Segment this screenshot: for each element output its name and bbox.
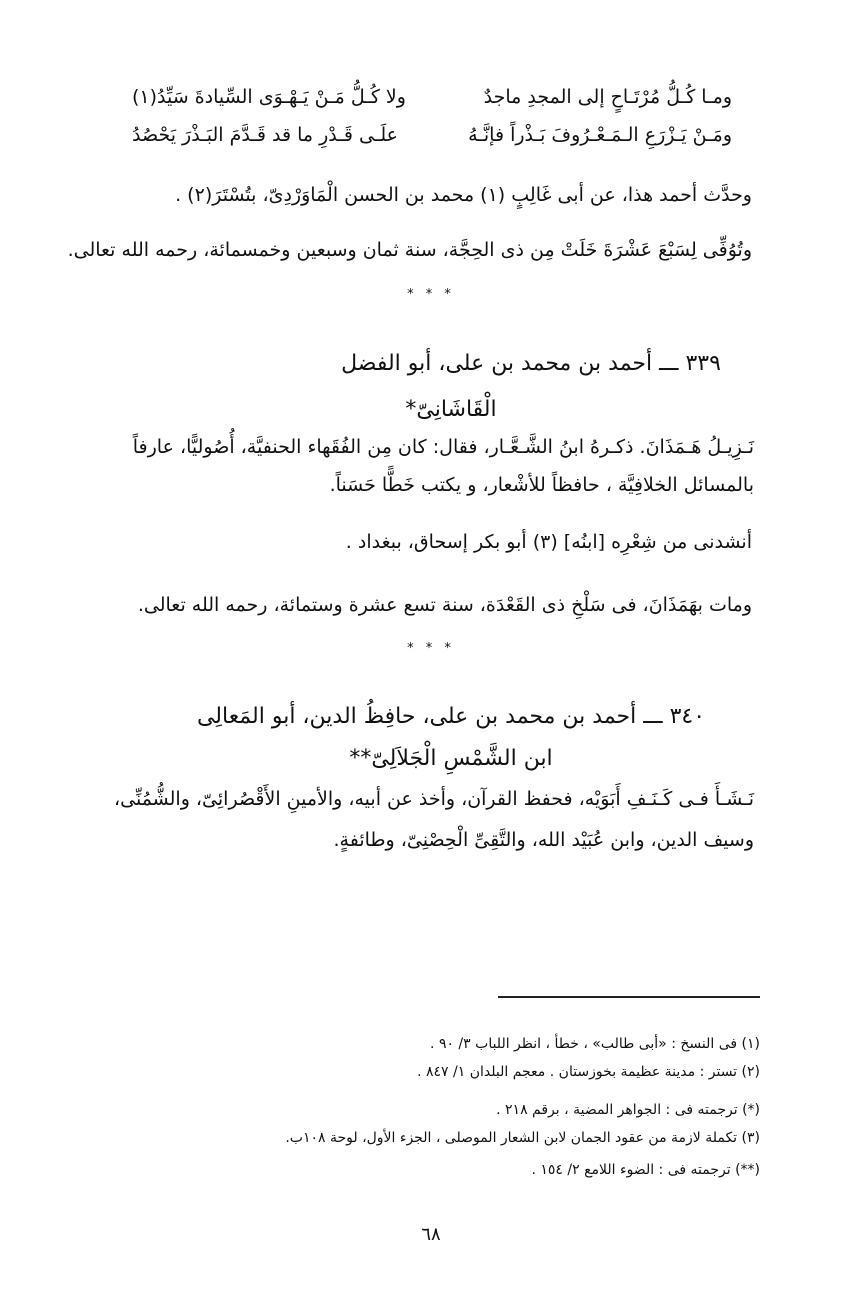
entry-339-death: ومات بهَمَذَانَ، فى سَلْخِ ذى القَعْدَة، سنة تسع عشرة وستمائة، رحمه الله تعالى.	[137, 594, 752, 616]
verse-2-second-hemistich: علَـى قَـدْرِ ما قد قَـدَّمَ البَـذْرَ يَحْصُدُ	[132, 124, 398, 146]
entry-340-body-line-1: نَـشَـأَ فـى كَـنَـفِ أَبَوَيْه، فحفظ القرآن، وأخذ عن أبيه، والأمينِ الأَقْصُرائِىّ، والشُّمُنِّى،	[114, 788, 754, 810]
verse-1-first-hemistich: ومـا كُـلُّ مُرْتَـاحٍ إلى المجدِ ماجدٌ	[483, 86, 732, 108]
entry-339-heading: ٣٣٩ ـــ أحمد بن محمد بن على، أبو الفضل	[341, 351, 721, 376]
footnote-double-star: (**) ترجمته فى : الضوء اللامع ٢/ ١٥٤ .	[531, 1162, 760, 1178]
footnote-star: (*) ترجمته فى : الجواهر المضية ، برقم ٢١٨ .	[496, 1102, 760, 1118]
entry-339-name: الْقَاشَانِىّ*	[405, 397, 497, 422]
section-separator: * * *	[407, 641, 455, 656]
footnote-3: (٣) تكملة لازمة من عقود الجمان لابن الشعار الموصلى ، الجزء الأول، لوحة ١٠٨ب.	[285, 1130, 760, 1146]
entry-338-death: وتُوُفِّى لِسَبْعَ عَشْرَةَ خَلَتْ مِن ذى الحِجَّة، سنة ثمان وسبعين وخمسمائة، رحمه الله تعالى.	[67, 239, 752, 261]
entry-339-poetry-note: أنشدنى من شِعْرِه [ابنُه] (٣) أبو بكر إسحاق، ببغداد .	[345, 531, 752, 553]
entry-340-heading: ٣٤٠ ـــ أحمد بن محمد بن على، حافِظُ الدين، أبو المَعالِى	[196, 704, 706, 729]
entry-338-narration: وحدَّث أحمد هذا، عن أبى غَالِبٍ (١) محمد بن الحسن الْمَاوَرْدِىّ، بتُسْتَرَ(٢) .	[175, 184, 752, 206]
entry-340-name: ابن الشَّمْسِ الْجَلاَلِىّ**	[349, 746, 553, 771]
footnote-2: (٢) تستر : مدينة عظيمة بخوزستان . معجم البلدان ١/ ٨٤٧ .	[417, 1064, 760, 1080]
footnote-1: (١) فى النسخ : «أبى طالب» ، خطأ ، انظر اللباب ٣/ ٩٠ .	[430, 1036, 760, 1052]
poem-verse-1	[132, 82, 732, 112]
verse-1-second-hemistich: ولا كُـلُّ مَـنْ يَـهْـوَى السِّيادةَ سَيِّدُ(١)	[132, 86, 406, 108]
poem-verse-2	[132, 120, 732, 150]
footnote-rule	[498, 996, 760, 998]
verse-2-first-hemistich: ومَـنْ يَـزْرَعِ الـمَـعْـرُوفَ بَـذْراً فإنَّـهُ	[468, 124, 732, 146]
page-number: ٦٨	[421, 1224, 441, 1245]
entry-339-body-line-1: نَـزِيـلُ هَـمَذَانَ. ذكـرهُ ابنُ الشَّـعَّـار، فقال: كان مِن الفُقَهاء الحنفيَّة، أُصُوليًّا، عارفاً	[132, 436, 754, 458]
entry-339-body-line-2: بالمسائل الخلافِيَّة ، حافظاً للأشْعار، و يكتب خَطًّا حَسَناً.	[329, 474, 754, 496]
section-separator: * * *	[407, 287, 455, 302]
entry-340-body-line-2: وسيف الدين، وابن عُبَيْد الله، والتَّقِىِّ الْحِصْنِىّ، وطائفةٍ.	[333, 829, 754, 851]
